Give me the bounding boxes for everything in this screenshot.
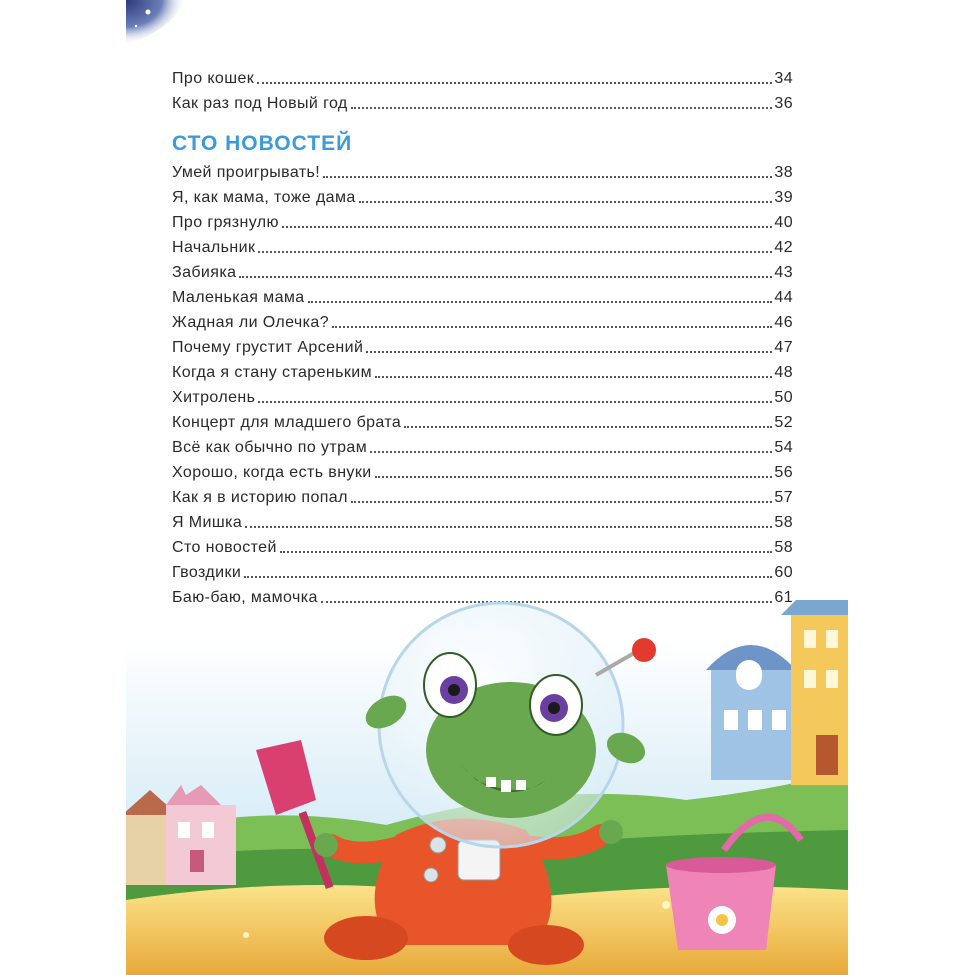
toc-entry-title: Хорошо, когда есть внуки bbox=[172, 464, 372, 481]
toc-entry bbox=[172, 535, 793, 560]
toc-entry-title: Почему грустит Арсений bbox=[172, 339, 364, 356]
toc-entry-title: Хитролень bbox=[172, 389, 256, 406]
toc-entry-title: Как я в историю попал bbox=[172, 489, 348, 506]
toc-entry-page-number: 36 bbox=[774, 95, 793, 112]
toc-entry-page-number: 60 bbox=[774, 564, 793, 581]
toc-entry-page-number: 34 bbox=[774, 70, 793, 87]
toc-entry bbox=[172, 385, 793, 410]
toc-entry-title: Сто новостей bbox=[172, 539, 277, 556]
toc-entry-page-number: 47 bbox=[774, 339, 793, 356]
book-page bbox=[126, 0, 848, 975]
toc-entry-page-number: 58 bbox=[774, 539, 793, 556]
toc-entry-page-number: 58 bbox=[774, 514, 793, 531]
toc-entry bbox=[172, 560, 793, 585]
dot-leader bbox=[323, 176, 772, 178]
toc-entry-title: Гвоздики bbox=[172, 564, 242, 581]
toc-entry bbox=[172, 460, 793, 485]
toc-entry-title: Концерт для младшего брата bbox=[172, 414, 402, 431]
dot-leader bbox=[351, 107, 773, 109]
dot-leader bbox=[370, 451, 772, 453]
toc-entry-page-number: 42 bbox=[774, 239, 793, 256]
toc-entry-page-number: 44 bbox=[774, 289, 793, 306]
toc-entry bbox=[172, 91, 793, 116]
toc-entry bbox=[172, 360, 793, 385]
dot-leader bbox=[308, 301, 773, 303]
dot-leader bbox=[244, 576, 772, 578]
toc-entry-title: Умей проигрывать! bbox=[172, 164, 321, 181]
dot-leader bbox=[375, 376, 772, 378]
dot-leader bbox=[257, 82, 772, 84]
toc-entry bbox=[172, 285, 793, 310]
dot-leader bbox=[351, 501, 773, 503]
toc-entry bbox=[172, 260, 793, 285]
table-of-contents bbox=[172, 66, 793, 610]
toc-entry-page-number: 61 bbox=[774, 589, 793, 606]
toc-entry-title: Баю-баю, мамочка bbox=[172, 589, 318, 606]
toc-entry bbox=[172, 235, 793, 260]
toc-entry bbox=[172, 66, 793, 91]
toc-entry-title: Про кошек bbox=[172, 70, 255, 87]
dot-leader bbox=[375, 476, 773, 478]
toc-entry-page-number: 56 bbox=[774, 464, 793, 481]
dot-leader bbox=[332, 326, 772, 328]
toc-entry bbox=[172, 160, 793, 185]
dot-leader bbox=[404, 426, 772, 428]
dot-leader bbox=[280, 551, 773, 553]
toc-entry-title: Я Мишка bbox=[172, 514, 243, 531]
toc-entry-title: Про грязнулю bbox=[172, 214, 279, 231]
toc-entry-page-number: 54 bbox=[774, 439, 793, 456]
dot-leader bbox=[258, 401, 772, 403]
toc-entry bbox=[172, 335, 793, 360]
toc-entry bbox=[172, 410, 793, 435]
dot-leader bbox=[359, 201, 773, 203]
dot-leader bbox=[239, 276, 772, 278]
toc-entry-page-number: 39 bbox=[774, 189, 793, 206]
toc-entry bbox=[172, 435, 793, 460]
toc-entry-title: Я, как мама, тоже дама bbox=[172, 189, 356, 206]
dot-leader bbox=[366, 351, 772, 353]
dot-leader bbox=[258, 251, 772, 253]
toc-entry bbox=[172, 510, 793, 535]
toc-entry-page-number: 57 bbox=[774, 489, 793, 506]
toc-entry bbox=[172, 185, 793, 210]
toc-entry-page-number: 38 bbox=[774, 164, 793, 181]
toc-entry-title: Всё как обычно по утрам bbox=[172, 439, 368, 456]
toc-entry bbox=[172, 210, 793, 235]
toc-entry-page-number: 48 bbox=[774, 364, 793, 381]
toc-entry bbox=[172, 310, 793, 335]
toc-entry-page-number: 46 bbox=[774, 314, 793, 331]
right-houses bbox=[706, 600, 848, 785]
toc-entry-page-number: 50 bbox=[774, 389, 793, 406]
dot-leader bbox=[282, 226, 772, 228]
dot-leader bbox=[245, 526, 772, 528]
toc-entry-title: Когда я стану стареньким bbox=[172, 364, 373, 381]
toc-entry-title: Как раз под Новый год bbox=[172, 95, 348, 112]
toc-entry-title: Забияка bbox=[172, 264, 237, 281]
starry-sky-corner bbox=[126, 0, 186, 45]
alien-beach-illustration bbox=[126, 600, 848, 975]
toc-entry-title: Маленькая мама bbox=[172, 289, 305, 306]
section-heading: СТО НОВОСТЕЙ bbox=[172, 132, 353, 155]
toc-entry-page-number: 40 bbox=[774, 214, 793, 231]
toc-entry-page-number: 52 bbox=[774, 414, 793, 431]
toc-entry-page-number: 43 bbox=[774, 264, 793, 281]
toc-entry-title: Начальник bbox=[172, 239, 256, 256]
toc-entry-title: Жадная ли Олечка? bbox=[172, 314, 330, 331]
toc-entry bbox=[172, 485, 793, 510]
